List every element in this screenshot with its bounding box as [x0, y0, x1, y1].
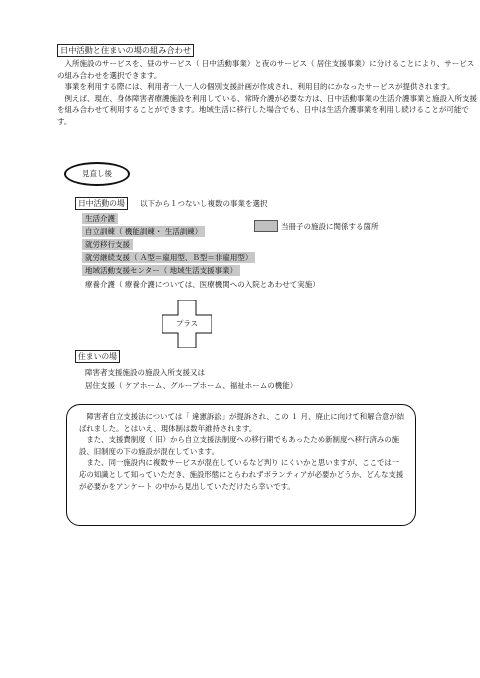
- residence-item: 居住支援（ ケアホーム、グループホーム、福祉ホームの機能）: [85, 381, 298, 390]
- service-item: 生活介護: [82, 213, 118, 224]
- service-item: 就労継続支援（ Ａ型＝雇用型、Ｂ型＝非雇用型）: [82, 252, 255, 263]
- legend-swatch: [254, 220, 278, 232]
- service-item: 地域活動支援センター（ 地域生活支援事業）: [82, 265, 240, 276]
- day-activity-subtitle: 以下から１つないし複数の事業を選択: [140, 199, 268, 208]
- service-item: 就労移行支援: [82, 239, 133, 250]
- note-box: [66, 404, 416, 526]
- note-paragraph: 障害者自立支援法については「 違憲訴訟」が提訴され、この １ 月、廃止に向けて和解合意が結ばれました。とはいえ、現体制は数年維持されます。: [79, 412, 405, 433]
- intro-paragraph: 事業を利用する際には、利用者一人一人の個別支援計画が作成され、利用目的にかなったサービスが提供されます。: [64, 82, 455, 92]
- legend-text: 当冊子の施設に関係する箇所: [281, 222, 379, 231]
- day-activity-title: 日中活動の場: [75, 197, 128, 210]
- note-paragraph: また、同一施設内に複数サービスが混在しているなど判り にくいかと思いますが、ここでは一応の知識として知っていただき、施設形態にとらわれずボランティアが必要かどうか、どんな支援が必要かをアンケート の中から見出していただけたら幸いです。: [79, 458, 404, 491]
- note-paragraph: また、支援費制度（ 旧）から自立支援法制度への移行期でもあったため新制度へ移行済みの施設、旧制度の下の施設が混在しています。: [79, 435, 400, 456]
- revision-label: 見直し後: [64, 162, 130, 186]
- intro-text: [57, 58, 477, 128]
- residence-title: 住まいの場: [75, 350, 120, 363]
- plus-label: プラス: [175, 319, 199, 328]
- service-item: 自立訓練（ 機能訓練・ 生活訓練）: [82, 226, 205, 237]
- intro-paragraph: 入所施設のサービスを、昼のサービス（ 日中活動事業）と夜のサービス（ 居住支援事業）に分けることにより、サービスの組み合わせを選択できます。: [57, 59, 475, 80]
- residence-item: 障害者支援施設の施設入所支援又は: [85, 368, 205, 377]
- service-item: 療養介護（ 療養介護については、医療機関への入院とあわせて実施）: [85, 280, 320, 289]
- intro-paragraph: 例えば、現在、身体障害者療護施設を利用している、常時介護が必要な方は、日中活動事業の生活介護事業と施設入所支援を組み合わせて利用することができます。地域生活に移行した場合でも、日中は生活介護事業を利用し続けることが可能です。: [57, 93, 477, 126]
- section-title: 日中活動と住まいの場の組み合わせ: [57, 44, 194, 57]
